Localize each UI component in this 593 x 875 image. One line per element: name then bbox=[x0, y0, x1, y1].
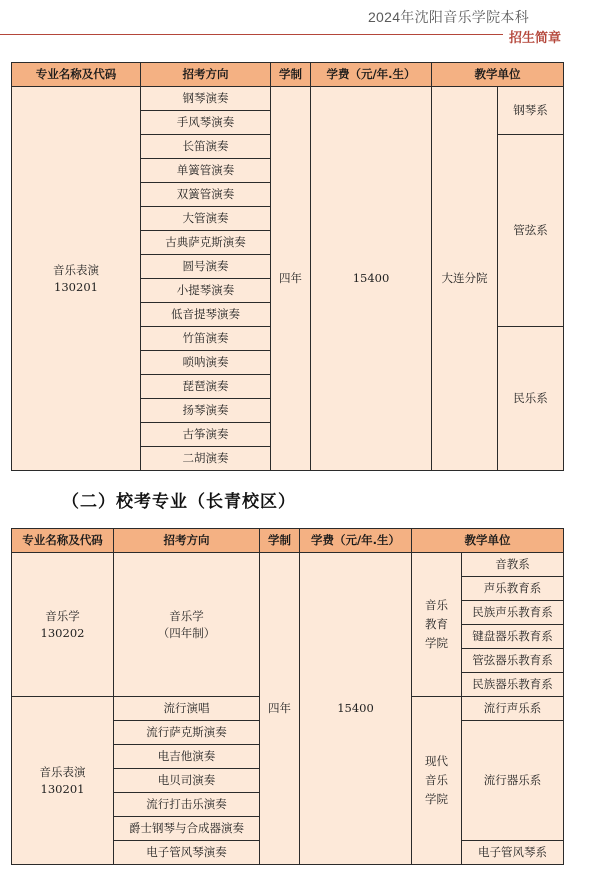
header-major: 专业名称及代码 bbox=[12, 63, 141, 87]
department-cell: 声乐教育系 bbox=[462, 577, 564, 601]
direction-cell: 扬琴演奏 bbox=[141, 399, 271, 423]
header-unit: 教学单位 bbox=[412, 529, 564, 553]
direction-cell: 二胡演奏 bbox=[141, 447, 271, 471]
majors-table-changqing bbox=[11, 528, 564, 865]
duration-cell: 四年 bbox=[260, 553, 300, 865]
direction-cell: 圆号演奏 bbox=[141, 255, 271, 279]
department-cell: 音教系 bbox=[462, 553, 564, 577]
direction-cell: 低音提琴演奏 bbox=[141, 303, 271, 327]
department-cell: 流行声乐系 bbox=[462, 697, 564, 721]
direction-cell: 电吉他演奏 bbox=[114, 745, 260, 769]
direction-cell: 古筝演奏 bbox=[141, 423, 271, 447]
direction-cell: 电贝司演奏 bbox=[114, 769, 260, 793]
brochure-title: 2024年沈阳音乐学院本科 bbox=[367, 9, 529, 25]
brochure-subtitle: 招生简章 bbox=[503, 27, 561, 46]
header-direction: 招考方向 bbox=[141, 63, 271, 87]
tuition-cell: 15400 bbox=[300, 553, 412, 865]
table-row bbox=[12, 553, 564, 577]
header-tuition: 学费（元/年.生） bbox=[300, 529, 412, 553]
direction-cell: 钢琴演奏 bbox=[141, 87, 271, 111]
table-header-row bbox=[12, 529, 564, 553]
department-cell: 流行器乐系 bbox=[462, 721, 564, 841]
header-divider bbox=[0, 34, 516, 35]
header-major: 专业名称及代码 bbox=[12, 529, 114, 553]
direction-cell: 音乐学 （四年制） bbox=[114, 553, 260, 697]
direction-cell: 唢呐演奏 bbox=[141, 351, 271, 375]
department-cell: 管弦器乐教育系 bbox=[462, 649, 564, 673]
table-row bbox=[12, 87, 564, 111]
department-cell: 民族器乐教育系 bbox=[462, 673, 564, 697]
major-cell bbox=[12, 87, 141, 471]
direction-cell: 手风琴演奏 bbox=[141, 111, 271, 135]
major-cell bbox=[12, 553, 114, 697]
major-cell bbox=[12, 697, 114, 865]
direction-cell: 单簧管演奏 bbox=[141, 159, 271, 183]
major-name: 音乐表演 bbox=[53, 262, 99, 277]
department-cell: 管弦系 bbox=[498, 135, 564, 327]
department-cell: 钢琴系 bbox=[498, 87, 564, 135]
major-name: 音乐表演 bbox=[39, 764, 86, 779]
direction-cell: 长笛演奏 bbox=[141, 135, 271, 159]
header-tuition: 学费（元/年.生） bbox=[311, 63, 432, 87]
campus-cell: 大连分院 bbox=[432, 87, 498, 471]
college-cell: 音乐 教育 学院 bbox=[412, 553, 462, 697]
header-duration: 学制 bbox=[260, 529, 300, 553]
direction-cell: 琵琶演奏 bbox=[141, 375, 271, 399]
direction-cell: 古典萨克斯演奏 bbox=[141, 231, 271, 255]
direction-cell: 双簧管演奏 bbox=[141, 183, 271, 207]
major-code: 130201 bbox=[54, 279, 98, 294]
section-heading: （二）校考专业（长青校区） bbox=[62, 492, 296, 512]
department-cell: 电子管风琴系 bbox=[462, 841, 564, 865]
department-cell: 民乐系 bbox=[498, 327, 564, 471]
table-header-row bbox=[12, 63, 564, 87]
direction-cell: 电子管风琴演奏 bbox=[114, 841, 260, 865]
direction-cell: 爵士钢琴与合成器演奏 bbox=[114, 817, 260, 841]
major-code: 130201 bbox=[40, 781, 85, 796]
majors-table-dalian bbox=[11, 62, 564, 471]
header-unit: 教学单位 bbox=[432, 63, 564, 87]
department-cell: 民族声乐教育系 bbox=[462, 601, 564, 625]
direction-cell: 流行萨克斯演奏 bbox=[114, 721, 260, 745]
major-name: 音乐学 bbox=[45, 608, 80, 623]
college-cell: 现代 音乐 学院 bbox=[412, 697, 462, 865]
header-direction: 招考方向 bbox=[114, 529, 260, 553]
direction-cell: 小提琴演奏 bbox=[141, 279, 271, 303]
tuition-cell: 15400 bbox=[311, 87, 432, 471]
direction-cell: 流行打击乐演奏 bbox=[114, 793, 260, 817]
direction-cell: 竹笛演奏 bbox=[141, 327, 271, 351]
header-duration: 学制 bbox=[271, 63, 311, 87]
direction-cell: 流行演唱 bbox=[114, 697, 260, 721]
direction-cell: 大管演奏 bbox=[141, 207, 271, 231]
department-cell: 键盘器乐教育系 bbox=[462, 625, 564, 649]
duration-cell: 四年 bbox=[271, 87, 311, 471]
major-code: 130202 bbox=[40, 625, 85, 640]
